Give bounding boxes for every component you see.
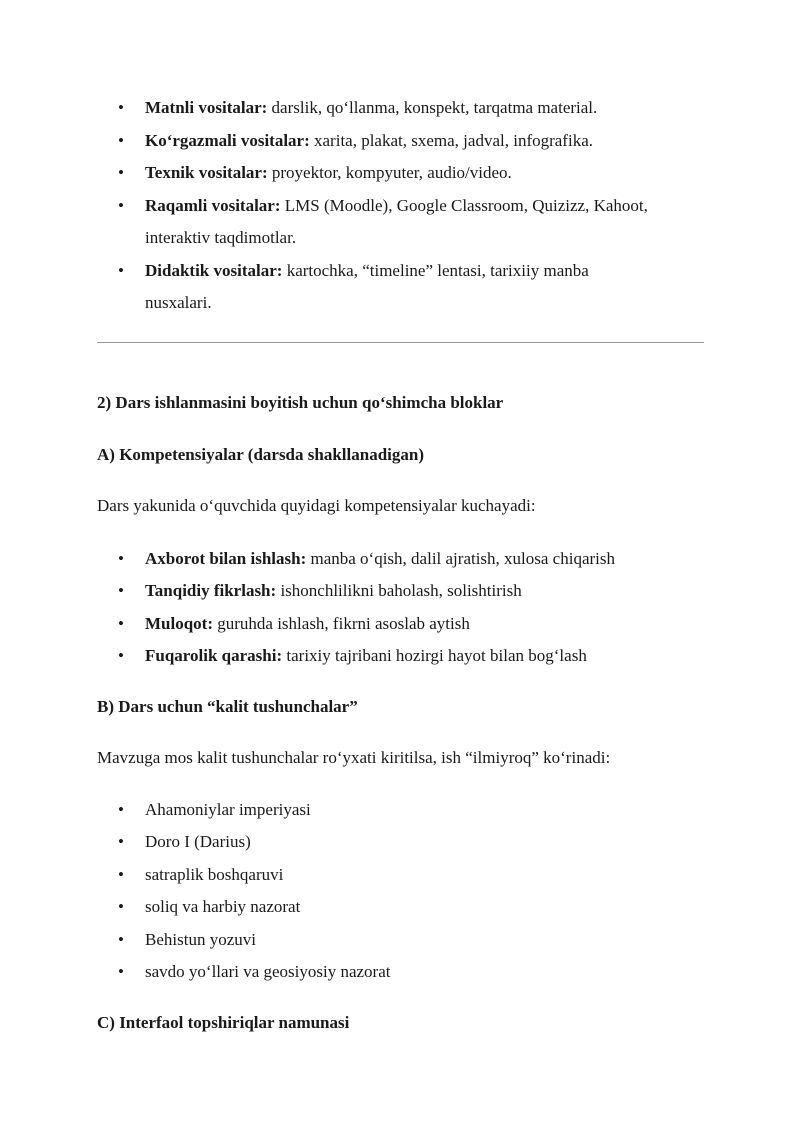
block-b-heading: B) Dars uchun “kalit tushunchalar” xyxy=(97,697,358,716)
block-a-intro: Dars yakunida o‘quvchida quyidagi kompetensiyalar kuchayadi: xyxy=(97,496,536,515)
item-text: LMS (Moodle), Google Classroom, Quizizz, Kahoot, interaktiv taqdimotlar. xyxy=(145,195,648,247)
block-c-heading: C) Interfaol topshiriqlar namunasi xyxy=(97,1013,350,1032)
list-item: • Ahamoniylar imperiyasi xyxy=(145,794,710,827)
item-text: guruhda ishlash, fikrni asoslab aytish xyxy=(217,613,470,633)
item-text: manba o‘qish, dalil ajratish, xulosa chiqarish xyxy=(310,548,615,568)
item-label: Axborot bilan ishlash: xyxy=(145,548,307,568)
list-item xyxy=(145,255,645,320)
item-label: Matnli vositalar: xyxy=(145,98,268,117)
item-text: darslik, qo‘llanma, konspekt, tarqatma material. xyxy=(271,98,598,117)
block-a-heading: A) Kompetensiyalar (darsda shakllanadigan) xyxy=(97,445,424,464)
item-label: Texnik vositalar: xyxy=(145,163,268,182)
item-text: proyektor, kompyuter, audio/video. xyxy=(271,163,512,182)
list-item xyxy=(145,190,710,255)
list-item xyxy=(145,575,710,608)
list-item: • savdo yo‘llari va geosiyosiy nazorat xyxy=(145,956,710,989)
horizontal-divider xyxy=(97,342,704,343)
list-item: • soliq va harbiy nazorat xyxy=(145,891,710,924)
item-label: Ko‘rgazmali vositalar: xyxy=(145,130,310,150)
list-item: • Behistun yozuvi xyxy=(145,924,710,957)
item-label: Tanqidiy fikrlash: xyxy=(145,581,277,600)
list-item xyxy=(145,92,710,125)
item-text: tarixiy tajribani hozirgi hayot bilan bog‘lash xyxy=(286,646,587,665)
list-item xyxy=(145,125,710,158)
block-b-intro: Mavzuga mos kalit tushunchalar ro‘yxati kiritilsa, ish “ilmiyroq” ko‘rinadi: xyxy=(97,748,611,767)
item-text: ishonchlilikni baholash, solishtirish xyxy=(280,581,522,600)
item-label: Muloqot: xyxy=(145,613,213,633)
list-item xyxy=(145,543,710,576)
list-item: • satraplik boshqaruvi xyxy=(145,859,710,892)
item-text: xarita, plakat, sxema, jadval, infografika. xyxy=(314,130,593,150)
item-label: Fuqarolik qarashi: xyxy=(145,646,283,665)
list-item xyxy=(145,157,710,190)
list-item xyxy=(145,640,710,673)
section-heading: 2) Dars ishlanmasini boyitish uchun qo‘shimcha bloklar xyxy=(97,393,504,412)
item-label: Didaktik vositalar: xyxy=(145,260,283,280)
list-item xyxy=(145,608,710,641)
item-text: kartochka, “timeline” lentasi, tarixiiy manba nusxalari. xyxy=(145,260,589,312)
list-item: • Doro I (Darius) xyxy=(145,826,710,859)
item-label: Raqamli vositalar: xyxy=(145,195,281,215)
